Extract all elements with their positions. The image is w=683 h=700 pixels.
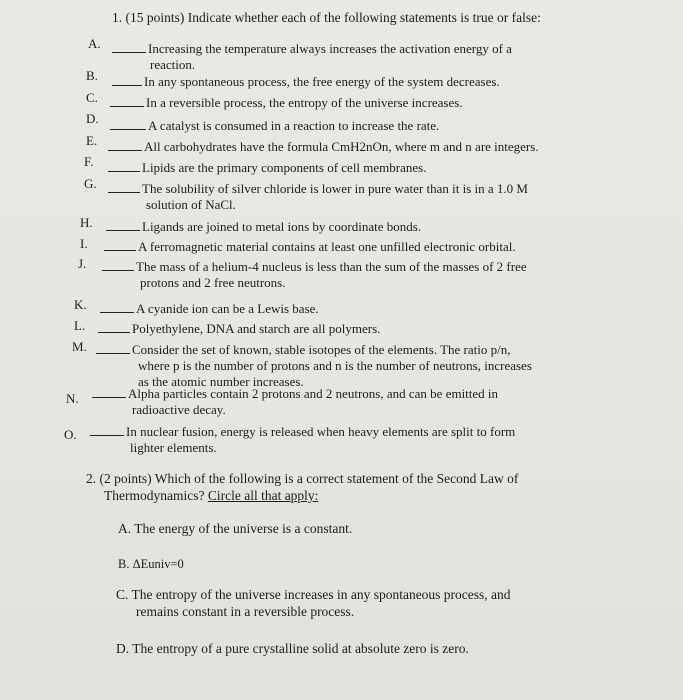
answer-blank-j[interactable]: [102, 258, 134, 271]
option-b[interactable]: B. ΔEuniv=0: [118, 557, 184, 571]
statement-o: In nuclear fusion, energy is released when heavy elements are split to form lighter elements.: [90, 423, 515, 456]
statement-c: In a reversible process, the entropy of the universe increases.: [110, 94, 463, 111]
answer-blank-d[interactable]: [110, 117, 146, 130]
question-2-line2: Thermodynamics?: [104, 488, 205, 503]
statement-i: A ferromagnetic material contains at least one unfilled electronic orbital.: [104, 238, 516, 255]
answer-blank-k[interactable]: [100, 300, 134, 313]
circle-all-instruction: Circle all that apply:: [207, 488, 319, 503]
item-letter: D.: [86, 111, 99, 126]
statement-a: Increasing the temperature always increases the activation energy of a reaction.: [112, 40, 512, 73]
item-letter: G.: [84, 176, 97, 191]
answer-blank-c[interactable]: [110, 94, 144, 107]
question-2-line1: 2. (2 points) Which of the following is a correct statement of the Second Law of: [86, 471, 519, 486]
answer-blank-i[interactable]: [104, 238, 136, 251]
item-letter: I.: [80, 236, 88, 251]
statement-g: The solubility of silver chloride is lower in pure water than it is in a 1.0 M solution of NaCl.: [108, 180, 528, 213]
item-letter: N.: [66, 391, 79, 406]
statement-b: In any spontaneous process, the free energy of the system decreases.: [112, 73, 500, 90]
option-d[interactable]: D. The entropy of a pure crystalline solid at absolute zero is zero.: [116, 641, 469, 656]
statement-j: The mass of a helium-4 nucleus is less than the sum of the masses of 2 free protons and 2 free neutrons.: [102, 258, 527, 291]
item-letter: M.: [72, 339, 87, 354]
statement-n: Alpha particles contain 2 protons and 2 neutrons, and can be emitted in radioactive decay.: [92, 385, 498, 418]
answer-blank-n[interactable]: [92, 385, 126, 398]
statement-d: A catalyst is consumed in a reaction to increase the rate.: [110, 117, 439, 134]
statement-h: Ligands are joined to metal ions by coordinate bonds.: [106, 218, 421, 235]
answer-blank-f[interactable]: [108, 159, 140, 172]
statement-l: Polyethylene, DNA and starch are all polymers.: [98, 320, 380, 337]
statement-k: A cyanide ion can be a Lewis base.: [100, 300, 319, 317]
answer-blank-g[interactable]: [108, 180, 140, 193]
item-letter: F.: [84, 154, 94, 169]
item-letter: A.: [88, 36, 101, 51]
answer-blank-l[interactable]: [98, 320, 130, 333]
option-c[interactable]: C. The entropy of the universe increases in any spontaneous process, and remains constant in a reversible process.: [116, 587, 511, 619]
item-letter: O.: [64, 427, 77, 442]
answer-blank-b[interactable]: [112, 73, 142, 86]
statement-f: Lipids are the primary components of cell membranes.: [108, 159, 426, 176]
statement-m: Consider the set of known, stable isotopes of the elements. The ratio p/n, where p is the number of protons and n is the number of neutrons, increases as the atomic number increases.: [96, 341, 532, 390]
answer-blank-a[interactable]: [112, 40, 146, 53]
answer-blank-m[interactable]: [96, 341, 130, 354]
delta-e-univ-formula: ΔEuniv=0: [132, 557, 184, 571]
item-letter: E.: [86, 133, 98, 148]
option-a[interactable]: A. The energy of the universe is a constant.: [118, 521, 353, 536]
item-letter: J.: [78, 256, 87, 271]
item-letter: B.: [86, 68, 98, 83]
answer-blank-h[interactable]: [106, 218, 140, 231]
answer-blank-o[interactable]: [90, 423, 124, 436]
question-2: [86, 470, 518, 504]
statement-e: All carbohydrates have the formula CmH2nOn, where m and n are integers.: [108, 138, 539, 155]
item-letter: H.: [80, 215, 93, 230]
question-1-header: 1. (15 points) Indicate whether each of the following statements is true or false:: [112, 10, 541, 25]
item-letter: K.: [74, 297, 87, 312]
item-letter: L.: [74, 318, 86, 333]
item-letter: C.: [86, 90, 98, 105]
answer-blank-e[interactable]: [108, 138, 142, 151]
